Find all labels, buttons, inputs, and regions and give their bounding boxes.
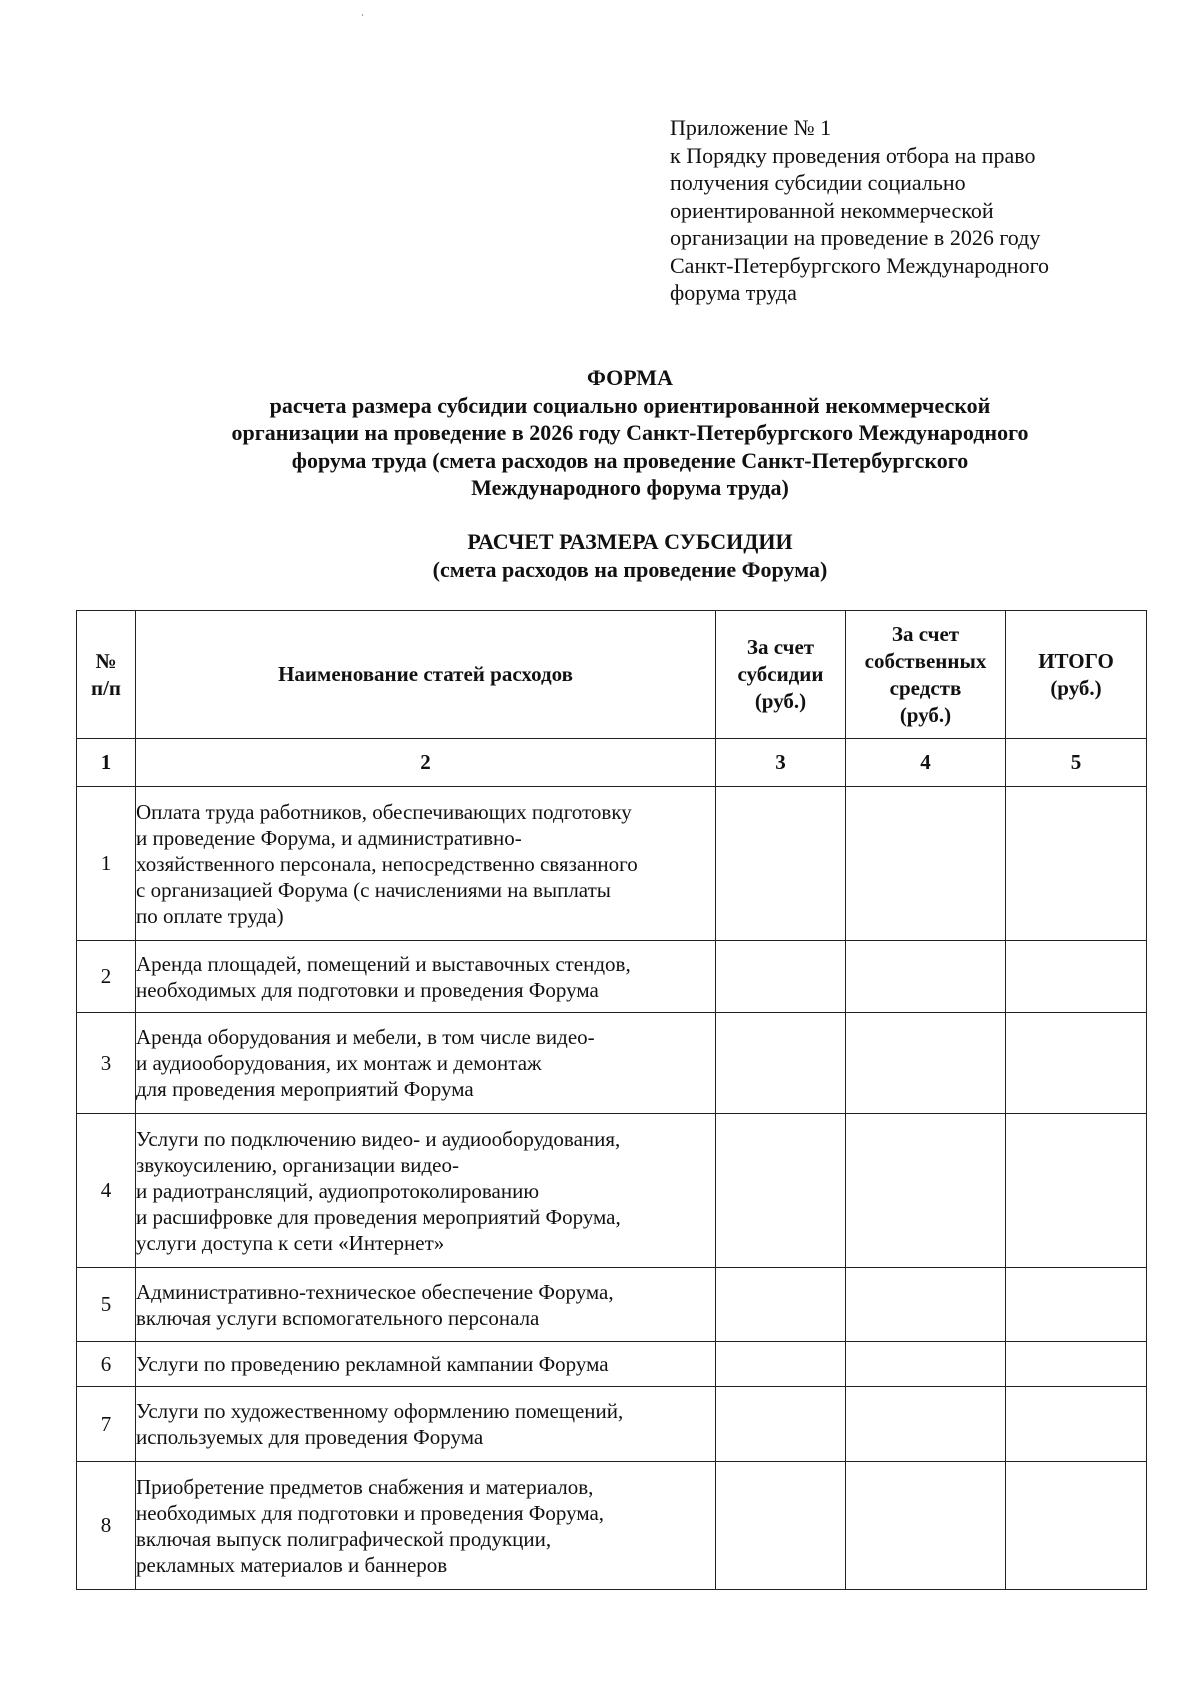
- header-subsidy: За счет субсидии (руб.): [716, 611, 846, 739]
- own-funds-cell[interactable]: [846, 1013, 1006, 1114]
- scan-speck: [362, 14, 363, 16]
- row-number: 3: [77, 1013, 136, 1114]
- own-funds-cell[interactable]: [846, 1342, 1006, 1387]
- total-cell[interactable]: [1006, 787, 1147, 941]
- form-title-line: организации на проведение в 2026 году Санкт-Петербургского Международного: [231, 420, 1029, 445]
- row-description: Услуги по подключению видео- и аудиооборудования, звукоусилению, организации видео- и радиотрансляций, аудиопротоколированию и расшифровке для проведения мероприятий Форума, услуги доступа к сети «Интернет»: [136, 1114, 716, 1268]
- row-number: 6: [77, 1342, 136, 1387]
- subsidy-cell[interactable]: [716, 1013, 846, 1114]
- total-cell[interactable]: [1006, 1268, 1147, 1342]
- row-description: Оплата труда работников, обеспечивающих подготовку и проведение Форума, и административно- хозяйственного персонала, непосредственно связанного с организацией Форума (с начислениями на выплаты по оплате труда): [136, 787, 716, 941]
- calc-subheading: (смета расходов на проведение Форума): [432, 557, 828, 582]
- row-description: Услуги по проведению рекламной кампании Форума: [136, 1342, 716, 1387]
- header-num: № п/п: [77, 611, 136, 739]
- total-cell[interactable]: [1006, 941, 1147, 1013]
- own-funds-cell[interactable]: [846, 1462, 1006, 1590]
- row-description: Аренда площадей, помещений и выставочных стендов, необходимых для подготовки и проведения Форума: [136, 941, 716, 1013]
- budget-table: [76, 610, 1147, 1590]
- column-number: 5: [1006, 739, 1147, 787]
- appendix-line: к Порядку проведения отбора на право: [670, 142, 1036, 168]
- form-title-line: Международного форума труда): [471, 475, 789, 500]
- appendix-line: форума труда: [670, 280, 797, 305]
- row-number: 5: [77, 1268, 136, 1342]
- subsidy-cell[interactable]: [716, 1114, 846, 1268]
- own-funds-cell[interactable]: [846, 1268, 1006, 1342]
- total-cell[interactable]: [1006, 1462, 1147, 1590]
- column-number: 1: [77, 739, 136, 787]
- calc-heading: РАСЧЕТ РАЗМЕРА СУБСИДИИ: [467, 529, 793, 554]
- own-funds-cell[interactable]: [846, 941, 1006, 1013]
- row-number: 4: [77, 1114, 136, 1268]
- subsidy-cell[interactable]: [716, 1387, 846, 1462]
- row-description: Услуги по художественному оформлению помещений, используемых для проведения Форума: [136, 1387, 716, 1462]
- total-cell[interactable]: [1006, 1387, 1147, 1462]
- column-number: 4: [846, 739, 1006, 787]
- table-row: [77, 941, 1147, 1013]
- row-number: 1: [77, 787, 136, 941]
- subsidy-cell[interactable]: [716, 1268, 846, 1342]
- table-row: [77, 1387, 1147, 1462]
- table-row: [77, 1013, 1147, 1114]
- form-heading: ФОРМА: [587, 365, 673, 390]
- row-number: 7: [77, 1387, 136, 1462]
- subsidy-cell[interactable]: [716, 1462, 846, 1590]
- subsidy-cell[interactable]: [716, 1342, 846, 1387]
- appendix-line: получения субсидии социально: [670, 170, 966, 195]
- calc-title: [90, 528, 1170, 584]
- own-funds-cell[interactable]: [846, 1114, 1006, 1268]
- table-row: [77, 1114, 1147, 1268]
- row-description: Административно-техническое обеспечение Форума, включая услуги вспомогательного персонала: [136, 1268, 716, 1342]
- subsidy-cell[interactable]: [716, 787, 846, 941]
- column-number-row: [77, 739, 1147, 787]
- form-title: [90, 364, 1170, 502]
- total-cell[interactable]: [1006, 1342, 1147, 1387]
- table-row: [77, 1342, 1147, 1387]
- total-cell[interactable]: [1006, 1013, 1147, 1114]
- appendix-line: ориентированной некоммерческой: [670, 197, 994, 223]
- own-funds-cell[interactable]: [846, 1387, 1006, 1462]
- subsidy-cell[interactable]: [716, 941, 846, 1013]
- form-title-line: расчета размера субсидии социально ориентированной некоммерческой: [269, 392, 991, 418]
- appendix-note: [670, 114, 1140, 307]
- appendix-line: Приложение № 1: [670, 115, 832, 140]
- own-funds-cell[interactable]: [846, 787, 1006, 941]
- header-own-funds: За счет собственных средств (руб.): [846, 611, 1006, 739]
- appendix-line: организации на проведение в 2026 году: [670, 225, 1041, 250]
- row-number: 8: [77, 1462, 136, 1590]
- row-description: Приобретение предметов снабжения и материалов, необходимых для подготовки и проведения Форума, включая выпуск полиграфической продукции, рекламных материалов и баннеров: [136, 1462, 716, 1590]
- row-number: 2: [77, 941, 136, 1013]
- table-row: [77, 1462, 1147, 1590]
- header-name: Наименование статей расходов: [136, 611, 716, 739]
- total-cell[interactable]: [1006, 1114, 1147, 1268]
- form-title-line: форума труда (смета расходов на проведение Санкт-Петербургского: [291, 447, 969, 473]
- table-row: [77, 787, 1147, 941]
- table-header-row: [77, 611, 1147, 739]
- table-row: [77, 1268, 1147, 1342]
- column-number: 3: [716, 739, 846, 787]
- appendix-line: Санкт-Петербургского Международного: [670, 252, 1050, 278]
- row-description: Аренда оборудования и мебели, в том числе видео- и аудиооборудования, их монтаж и демонтаж для проведения мероприятий Форума: [136, 1013, 716, 1114]
- column-number: 2: [136, 739, 716, 787]
- header-total: ИТОГО (руб.): [1006, 611, 1147, 739]
